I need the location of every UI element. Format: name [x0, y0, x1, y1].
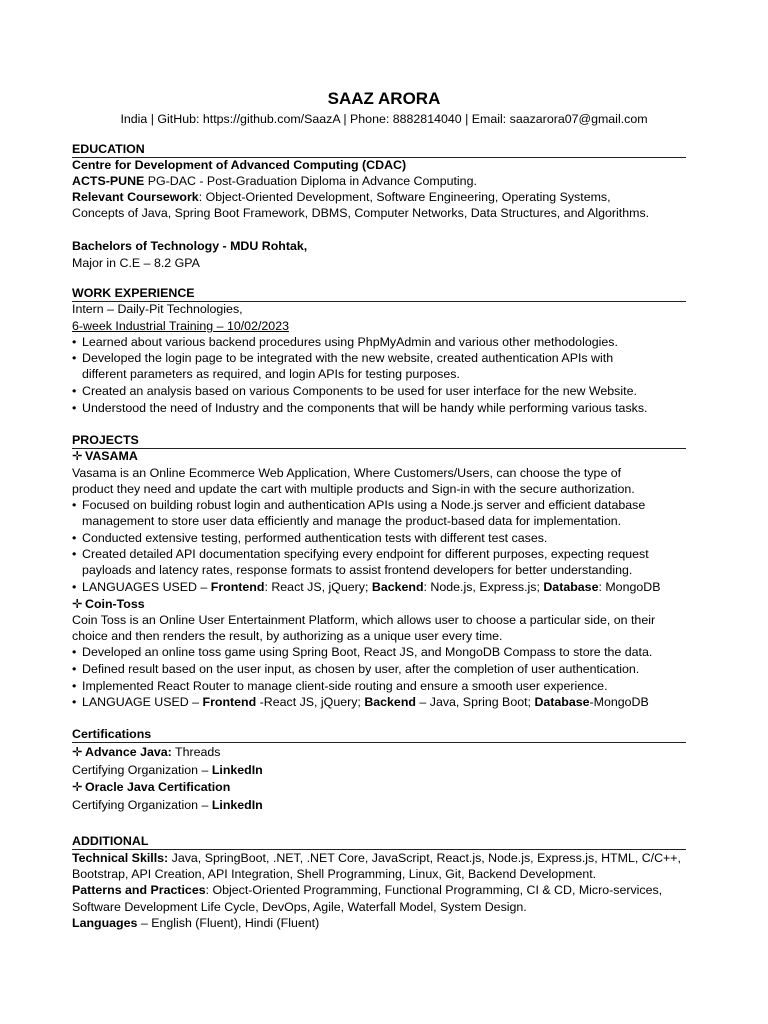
- bullet-text: Focused on building robust login and authentication APIs using a Node.js server and efficient database: [82, 498, 646, 512]
- education-heading: [72, 141, 686, 157]
- projects-title: PROJECTS: [72, 433, 139, 447]
- work-bullet: [72, 400, 702, 416]
- work-bullet: [72, 334, 702, 350]
- bullet-icon: •: [72, 384, 77, 398]
- languages-line: [72, 915, 319, 931]
- patterns-label: Patterns and Practices: [72, 883, 206, 897]
- project-bullet: [72, 530, 702, 546]
- patterns-practices: [72, 882, 662, 898]
- certifications-heading: [72, 726, 686, 742]
- work-heading: [72, 285, 686, 301]
- cert-name: Advance Java:: [85, 745, 172, 759]
- skills-label: Technical Skills:: [72, 851, 169, 865]
- patterns-text: : Object-Oriented Programming, Functional Programming, CI & CD, Micro-services,: [205, 883, 663, 897]
- lang-backend: : Node.js, Express.js;: [423, 580, 544, 594]
- cert-org: LinkedIn: [211, 798, 263, 812]
- bullet-icon: •: [72, 547, 77, 561]
- project-name: VASAMA: [85, 449, 138, 463]
- bullet-icon: •: [72, 401, 77, 415]
- cert-org: LinkedIn: [211, 763, 263, 777]
- project-bullet: [72, 678, 702, 694]
- cert-org-prefix: Certifying Organization –: [72, 798, 212, 812]
- bullet-icon: •: [72, 335, 77, 349]
- certifications-title: Certifications: [72, 727, 152, 741]
- lang-database-label: Database: [543, 580, 599, 594]
- bullet-text: Defined result based on the user input, as chosen by user, after the completion of user authentication.: [82, 662, 640, 676]
- cert-organization: [72, 797, 263, 813]
- project-bullet: [72, 546, 702, 562]
- cdac-campus: ACTS-PUNE: [72, 174, 145, 188]
- project-vasama-title: [72, 448, 138, 464]
- project-cointoss-title: [72, 596, 145, 612]
- cert-name: Oracle Java Certification: [85, 780, 231, 794]
- lang-backend-label: Backend: [364, 695, 416, 709]
- technical-skills: [72, 850, 681, 866]
- bullet-icon: •: [72, 351, 77, 365]
- bullet-continuation: different parameters as required, and login APIs for testing purposes.: [82, 367, 460, 381]
- bullet-icon: •: [72, 531, 77, 545]
- bullet-text: Understood the need of Industry and the components that will be handy while performing various tasks.: [82, 401, 648, 415]
- bullet-continuation: management to store user data efficiently and manage the product-based data for implementation.: [82, 514, 622, 528]
- project-description-2: product they need and update the cart with multiple products and Sign-in with the secure authorization.: [72, 482, 635, 496]
- cdac-institution: Centre for Development of Advanced Computing (CDAC): [72, 158, 407, 172]
- education-title: EDUCATION: [72, 142, 145, 156]
- coursework-label: Relevant Coursework: [72, 190, 199, 204]
- bullet-text: Implemented React Router to manage client-side routing and ensure a smooth user experience.: [82, 679, 608, 693]
- bullet-icon: •: [72, 580, 77, 594]
- cross-star-icon: ✛: [72, 449, 83, 463]
- additional-heading: [72, 833, 686, 849]
- bullet-icon: •: [72, 498, 77, 512]
- btech-degree: Bachelors of Technology - MDU Rohtak,: [72, 239, 308, 253]
- bullet-text: Developed the login page to be integrated with the new website, created authentication APIs with: [82, 351, 614, 365]
- lang-frontend: : React JS, jQuery;: [264, 580, 372, 594]
- lang-backend: – Java, Spring Boot;: [415, 695, 535, 709]
- languages-text: – English (Fluent), Hindi (Fluent): [137, 916, 320, 930]
- coursework-line-2: Concepts of Java, Spring Boot Framework, DBMS, Computer Networks, Data Structures, and Algorithms.: [72, 206, 650, 220]
- bullet-icon: •: [72, 679, 77, 693]
- bullet-text: Created detailed API documentation specifying every endpoint for different purposes, expecting request: [82, 547, 649, 561]
- project-bullet: [72, 661, 702, 677]
- cross-star-icon: ✛: [72, 745, 83, 759]
- cross-star-icon: ✛: [72, 780, 83, 794]
- bullet-text: Created an analysis based on various Components to be used for user interface for the new Website.: [82, 384, 637, 398]
- work-title: WORK EXPERIENCE: [72, 286, 195, 300]
- cdac-program: PG-DAC - Post-Graduation Diploma in Advance Computing.: [144, 174, 477, 188]
- section-divider: [72, 742, 686, 743]
- cert-org-prefix: Certifying Organization –: [72, 763, 212, 777]
- bullet-icon: •: [72, 645, 77, 659]
- additional-title: ADDITIONAL: [72, 834, 149, 848]
- project-description: Vasama is an Online Ecommerce Web Application, Where Customers/Users, can choose the type of: [72, 466, 622, 480]
- bullet-text: Learned about various backend procedures using PhpMyAdmin and various other methodologies.: [82, 335, 618, 349]
- work-training: 6-week Industrial Training – 10/02/2023: [72, 319, 289, 333]
- section-divider: [72, 448, 686, 449]
- bullet-icon: •: [72, 662, 77, 676]
- bullet-text: Conducted extensive testing, performed authentication tests with different test cases.: [82, 531, 548, 545]
- contact-line: India | GitHub: https://github.com/SaazA | Phone: 8882814040 | Email: saazarora07@gmail.com: [120, 112, 648, 126]
- btech-major: Major in C.E – 8.2 GPA: [72, 256, 200, 270]
- project-description: Coin Toss is an Online User Entertainment Platform, which allows user to choose a particular side, on their: [72, 613, 656, 627]
- cross-star-icon: ✛: [72, 597, 83, 611]
- project-languages: [72, 579, 702, 595]
- bullet-text: Developed an online toss game using Spring Boot, React JS, and MongoDB Compass to store the data.: [82, 645, 653, 659]
- project-bullet: [72, 497, 702, 513]
- work-role: Intern – Daily-Pit Technologies,: [72, 302, 243, 316]
- bullet-continuation: payloads and latency rates, response formats to assist frontend developers for better understanding.: [82, 563, 633, 577]
- lang-database-label: Database: [534, 695, 590, 709]
- languages-label: Languages: [72, 916, 138, 930]
- cert-oracle-java: [72, 779, 230, 795]
- cert-organization: [72, 762, 263, 778]
- lang-prefix: LANGUAGES USED –: [82, 580, 211, 594]
- lang-frontend: -React JS, jQuery;: [256, 695, 365, 709]
- coursework-text: : Object-Oriented Development, Software Engineering, Operating Systems,: [198, 190, 611, 204]
- project-languages: [72, 694, 702, 710]
- project-name: Coin-Toss: [85, 597, 145, 611]
- cert-topic: Threads: [171, 745, 221, 759]
- lang-database: -MongoDB: [589, 695, 649, 709]
- lang-frontend-label: Frontend: [210, 580, 265, 594]
- lang-frontend-label: Frontend: [202, 695, 257, 709]
- patterns-practices-2: Software Development Life Cycle, DevOps, Agile, Waterfall Model, System Design.: [72, 900, 527, 914]
- lang-prefix: LANGUAGE USED –: [82, 695, 203, 709]
- technical-skills-2: Bootstrap, API Creation, API Integration, Shell Programming, Linux, Git, Backend Development.: [72, 867, 597, 881]
- project-bullet: [72, 644, 702, 660]
- bullet-icon: •: [72, 695, 77, 709]
- cdac-program-line: [72, 173, 477, 189]
- lang-backend-label: Backend: [371, 580, 424, 594]
- cert-advance-java: [72, 744, 220, 760]
- work-bullet: [72, 350, 702, 366]
- skills-text: Java, SpringBoot, .NET, .NET Core, JavaScript, React.js, Node.js, Express.js, HTML, C/C++,: [168, 851, 681, 865]
- project-description-2: choice and then renders the result, by authorizing as a unique user every time.: [72, 629, 503, 643]
- projects-heading: [72, 432, 686, 448]
- lang-database: : MongoDB: [598, 580, 661, 594]
- work-bullet: [72, 383, 702, 399]
- candidate-name: SAAZ ARORA: [327, 89, 441, 108]
- coursework-line: [72, 189, 611, 205]
